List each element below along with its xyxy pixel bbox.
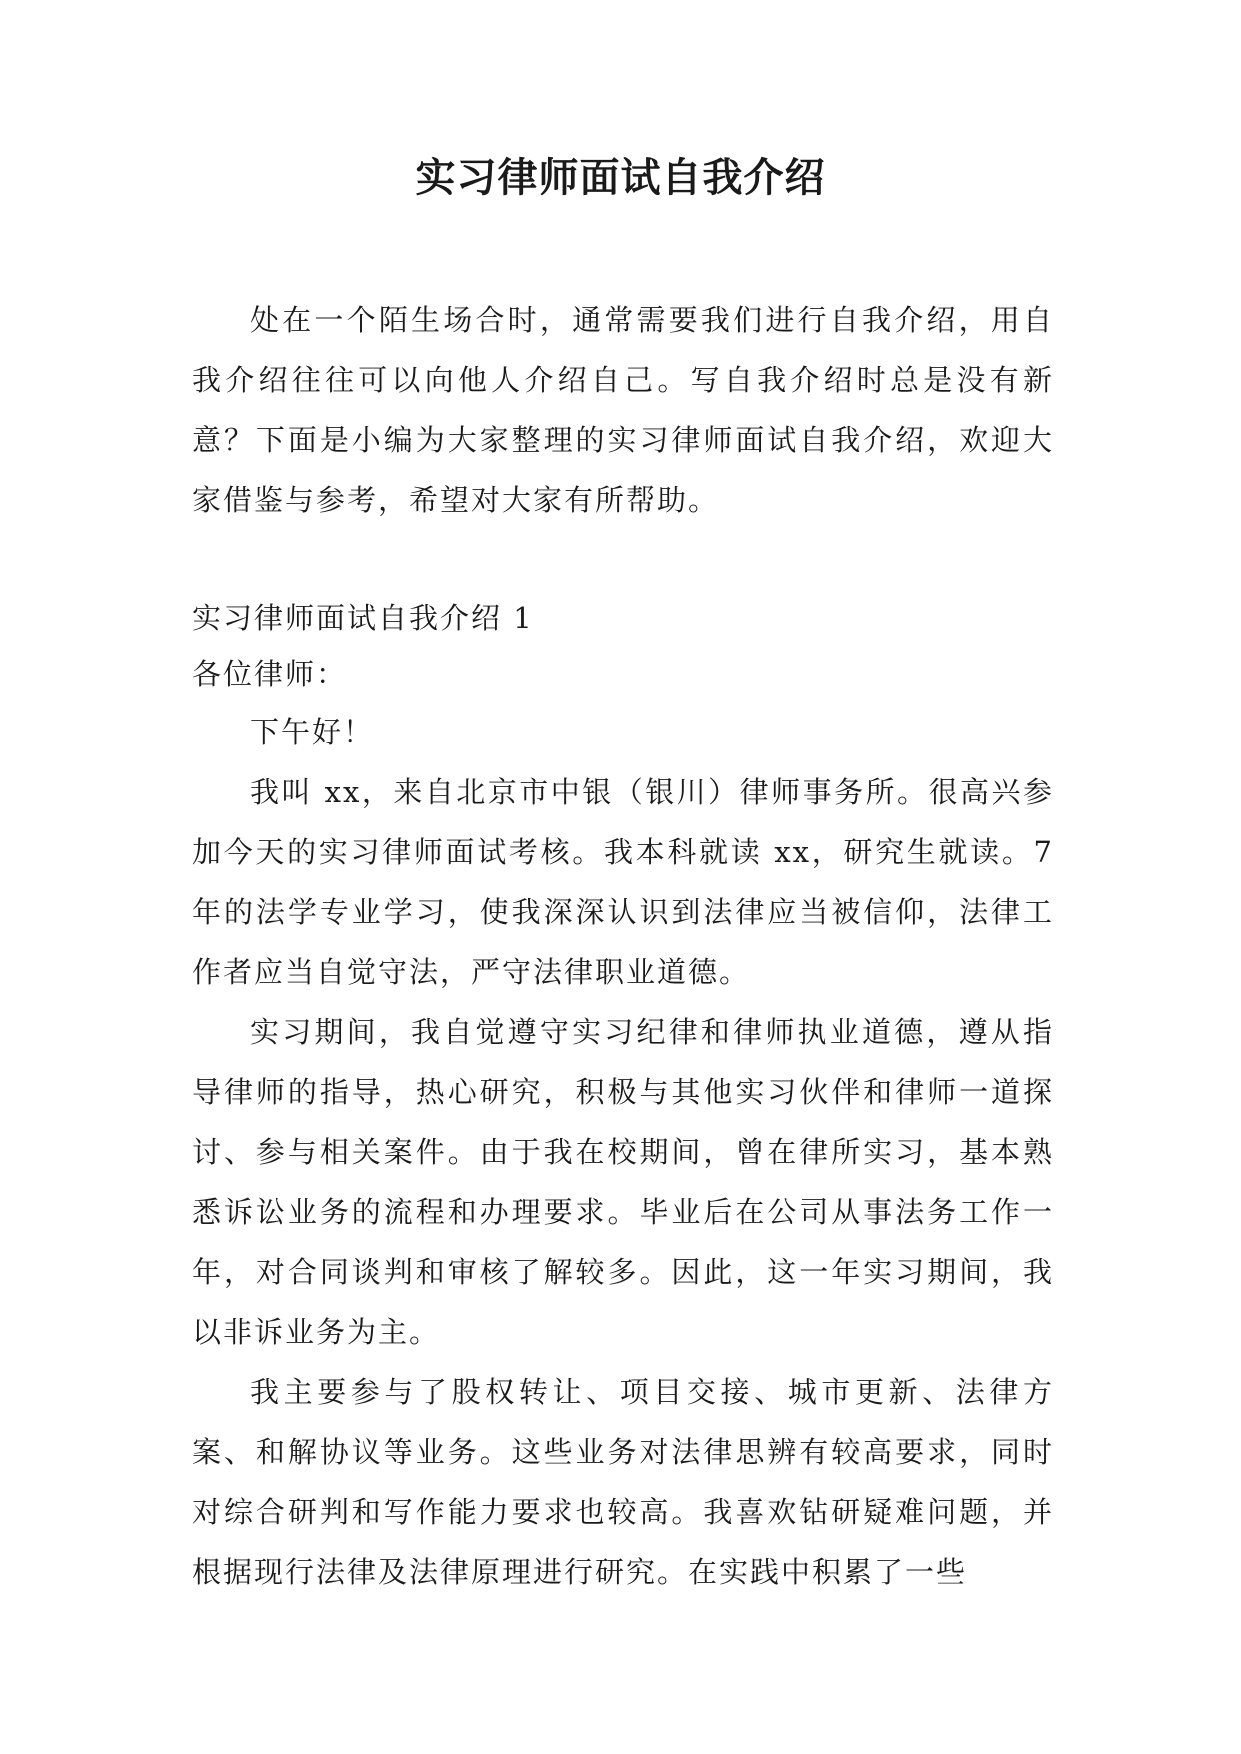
- salutation: 各位律师：: [192, 657, 348, 691]
- body-paragraph-2: 实习期间，我自觉遵守实习纪律和律师执业道德，遵从指导律师的指导，热心研究，积极与其他实习伙伴和律师一道探讨、参与相关案件。由于我在校期间，曾在律所实习，基本熟悉诉讼业务的流程和办理要求。毕业后在公司从事法务工作一年，对合同谈判和审核了解较多。因此，这一年实习期间，我以非诉业务为主。: [192, 1015, 1054, 1349]
- section-heading: 实习律师面试自我介绍 1: [192, 601, 534, 635]
- body-paragraph-3: 我主要参与了股权转让、项目交接、城市更新、法律方案、和解协议等业务。这些业务对法律思辨有较高要求，同时对综合研判和写作能力要求也较高。我喜欢钻研疑难问题，并根据现行法律及法律原理进行研究。在实践中积累了一些: [192, 1375, 1054, 1589]
- greeting: 下午好！: [250, 715, 375, 749]
- spacer: [192, 530, 1054, 590]
- intro-paragraph: 处在一个陌生场合时，通常需要我们进行自我介绍，用自我介绍往往可以向他人介绍自己。写自我介绍时总是没有新意？下面是小编为大家整理的实习律师面试自我介绍，欢迎大家借鉴与参考，希望对大家有所帮助。: [192, 303, 1054, 517]
- document-body: [192, 290, 1054, 1602]
- document-title: 实习律师面试自我介绍: [415, 154, 826, 201]
- body-paragraph-1: 我叫 xx，来自北京市中银（银川）律师事务所。很高兴参加今天的实习律师面试考核。我本科就读 xx，研究生就读。7 年的法学专业学习，使我深深认识到法律应当被信仰，法律工作者应当自觉守法，严守法律职业道德。: [192, 775, 1054, 989]
